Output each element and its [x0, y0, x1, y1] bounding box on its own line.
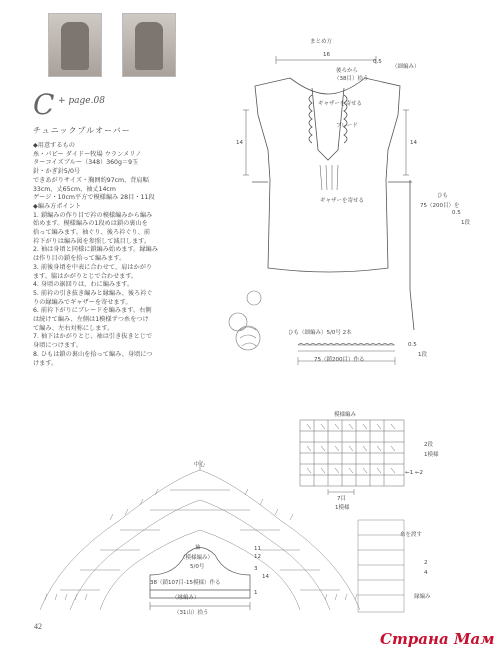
section-letter: C	[33, 88, 55, 121]
pattern-1moyou: 1模様	[424, 452, 439, 458]
himo-05: 0.5	[452, 210, 461, 216]
sleeve-38: 38（鎖107目-15模様）作る	[150, 580, 221, 586]
pattern-title: チュニックプルオーバー	[33, 126, 131, 135]
materials-line: ◆編み方ポイント	[33, 202, 82, 210]
edge-label: 縁編み	[414, 594, 431, 600]
page-reference: + page.08	[58, 96, 105, 106]
braid-left	[309, 95, 312, 143]
himo-length: 75（200目）を	[420, 203, 460, 209]
pattern-2dan: 2段	[424, 442, 433, 448]
sleeve-pattern: （模様編み）	[180, 555, 214, 561]
sleeve-3: 3	[254, 566, 258, 572]
materials-line: は続けて編み、左側は1模様ずつ糸をつけ	[33, 316, 149, 324]
materials-line: 拾って編みます。袖ぐり、後ろ衿ぐり、前	[33, 229, 151, 237]
ushiro-count: （38目）拾う	[334, 76, 369, 82]
ushiro-label: 後ろから	[336, 68, 359, 74]
materials-line: 6. 前衿下がりにブレードを編みます。右側	[33, 307, 152, 315]
materials-line: 針・かぎ針5/0号	[33, 168, 81, 176]
sleeve-4: 4	[424, 570, 428, 576]
dim-14-right: 14	[410, 140, 417, 146]
himo-75: 75（鎖200目）作る	[314, 357, 365, 363]
materials-line: ゲージ・10cm平方で模様編み 28目・11段	[33, 194, 155, 202]
himo-title: ひも（細編み）5/0号 2本	[288, 330, 352, 336]
pattern-1moyou-b: 1模様	[335, 505, 350, 511]
sleeve-2: 2	[424, 560, 428, 566]
materials-line: 身頃につけます。	[33, 342, 82, 350]
sleeve-label: 袖	[195, 545, 201, 551]
center-label: 中心	[194, 462, 206, 468]
materials-line: できあがりサイズ・胸囲約97cm、背肩幅	[33, 176, 149, 184]
gather-label: ギャザーを寄せる	[318, 101, 363, 107]
himo-label: ひも	[437, 193, 449, 199]
pattern-title: 模様編み	[334, 412, 357, 418]
materials-line: ◆用意するもの	[33, 142, 75, 149]
materials-line: ターコイズブルー（348）360g＝9玉	[33, 159, 139, 167]
materials-line: 衿下がりは編み図を参照して減目します。	[33, 237, 151, 245]
sleeve-14: 14	[262, 574, 269, 580]
yoke-chart	[40, 460, 404, 612]
materials-line: けます。	[33, 359, 58, 367]
materials-line: 4. 身頃の裾回りは、わに編みます。	[33, 281, 134, 289]
sleeve-12: 12	[254, 554, 261, 560]
dim-05-neck: 0.5	[373, 59, 382, 65]
page-number: 42	[34, 622, 42, 631]
watermark-logo: Страна Мам	[380, 630, 495, 648]
stitch-chart	[300, 420, 404, 495]
dim-16: 16	[323, 52, 330, 58]
materials-line: 3. 前後身頃を中表に合わせて、肩はかがり	[33, 263, 153, 271]
materials-line: 5. 前衿の引き抜き編みと縁編み、後ろ衿ぐ	[33, 289, 153, 297]
yarn-balls	[229, 291, 261, 350]
sleeve-needle: 5/0号	[190, 564, 205, 570]
braid-label: ブレード	[336, 123, 358, 129]
materials-line: て編み、左右対称にします。	[33, 324, 114, 332]
neck-stitch: （細編み）	[392, 64, 420, 70]
gather2-label: ギャザーを寄せる	[320, 198, 365, 204]
rs-note: 糸を渡す	[400, 532, 423, 538]
dim-14-left: 14	[236, 140, 243, 146]
himo-r05: 0.5	[408, 342, 417, 348]
pattern-rows: ←1 ←2	[405, 470, 423, 476]
materials-line: 8. ひもは鎖の裏山を拾って編み、身頃につ	[33, 350, 153, 358]
sleeve-1: 1	[254, 590, 258, 596]
himo-1dan: 1段	[461, 220, 470, 226]
materials-line: ます。脇はかがりとじで合わせます。	[33, 272, 138, 280]
materials-line: は作り目の鎖を拾って編みます。	[33, 255, 126, 263]
materials-line: 2. 袖は身頃と同様に鎖編み始めます。縁編み	[33, 246, 158, 254]
sleeve-31: （31山）拾う	[174, 610, 209, 616]
materials-line: 糸・パピー ダイドー牧場 ウランメリノ	[33, 150, 142, 158]
sleeve-fringe: （縁編み）	[172, 595, 200, 601]
materials-line: 1. 鎖編みの作り目で衿の模様編みから編み	[33, 211, 153, 219]
sleeve-11: 11	[254, 546, 261, 552]
materials-line: 始めます。模様編みの1段めは鎖の裏山を	[33, 220, 148, 228]
tunic-outline	[255, 78, 400, 272]
materials-line: 7. 袖下はかがりとじ、袖は引き抜きとじで	[33, 333, 153, 341]
himo-r1: 1段	[418, 352, 427, 358]
pattern-7me: 7目	[337, 496, 346, 502]
materials-line: りの縁編みでギャザーを寄せます。	[33, 298, 132, 306]
matome-label: まとめ方	[310, 39, 333, 45]
materials-line: 33cm、丈65cm、袖丈14cm	[33, 185, 116, 193]
